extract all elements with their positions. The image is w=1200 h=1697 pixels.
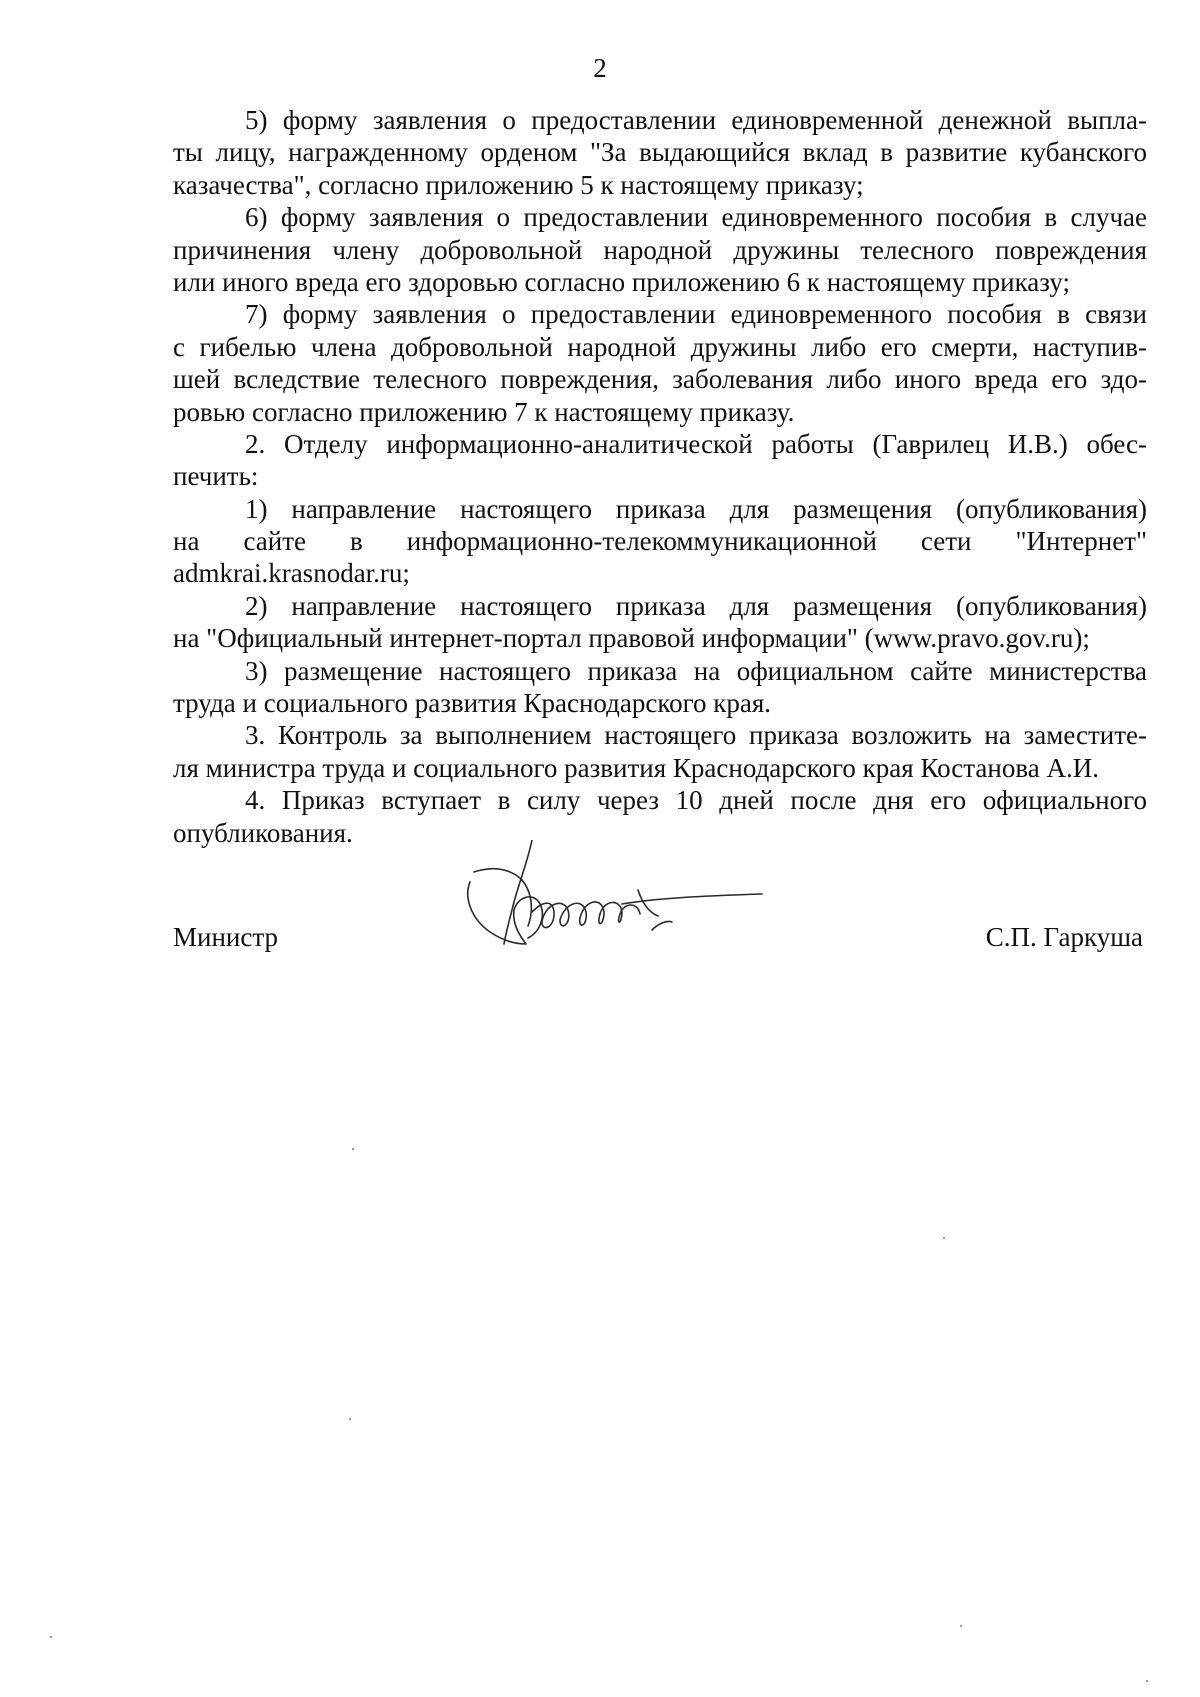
- signer-name: С.П. Гаркуша: [985, 922, 1143, 952]
- signer-title: Министр: [173, 922, 278, 952]
- text-line: 2. Отделу информационно-аналитической работы (Гаврилец И.В.) обес-: [245, 428, 1147, 459]
- text-line: опубликования.: [173, 817, 353, 848]
- text-line: казачества", согласно приложению 5 к настоящему приказу;: [173, 169, 864, 200]
- scan-speck: [349, 1418, 351, 1420]
- text-line: ля министра труда и социального развития Краснодарского края Костанова А.И.: [173, 752, 1099, 783]
- text-line: 7) форму заявления о предоставлении единовременного пособия в связи: [245, 299, 1147, 330]
- text-line: 5) форму заявления о предоставлении единовременной денежной выпла-: [245, 105, 1147, 135]
- paragraph-item-7: [173, 298, 1147, 428]
- scan-speck: [1146, 1680, 1148, 1682]
- text-line: 2) направление настоящего приказа для размещения (опубликования): [245, 590, 1147, 621]
- paragraph-section-3: [173, 719, 1147, 784]
- text-line: admkrai.krasnodar.ru;: [173, 558, 410, 589]
- text-line: шей вследствие телесного повреждения, заболевания либо иного вреда его здо-: [173, 364, 1147, 395]
- paragraph-subitem-2: [173, 590, 1147, 655]
- text-line: 1) направление настоящего приказа для размещения (опубликования): [245, 493, 1147, 524]
- signature-block: [173, 921, 1147, 961]
- text-line: 4. Приказ вступает в силу через 10 дней после дня его официального: [245, 785, 1147, 816]
- text-line: ровью согласно приложению 7 к настоящему приказу.: [173, 396, 795, 427]
- text-line: 3. Контроль за выполнением настоящего приказа возложить на заместите-: [245, 720, 1147, 751]
- page-number: 2: [593, 53, 607, 83]
- paragraph-subitem-1: [173, 493, 1147, 590]
- paragraph-section-2: [173, 428, 1147, 493]
- text-line: 3) размещение настоящего приказа на официальном сайте министерства: [245, 655, 1147, 686]
- paragraph-subitem-3: [173, 655, 1147, 720]
- scan-speck: [352, 1148, 354, 1150]
- text-line: 6) форму заявления о предоставлении единовременного пособия в случае: [245, 202, 1147, 233]
- text-line: с гибелью члена добровольной народной дружины либо его смерти, наступив-: [173, 331, 1147, 362]
- text-line: на "Официальный интернет-портал правовой информации" (www.pravo.gov.ru);: [173, 623, 1090, 654]
- text-line: или иного вреда его здоровью согласно приложению 6 к настоящему приказу;: [173, 266, 1071, 297]
- scan-speck: [960, 1625, 962, 1627]
- text-line: ты лицу, награжденному орденом "За выдающийся вклад в развитие кубанского: [173, 137, 1147, 168]
- text-line: труда и социального развития Краснодарского края.: [173, 688, 772, 719]
- paragraph-item-6: [173, 201, 1147, 298]
- scan-speck: [943, 1237, 945, 1239]
- text-line: на сайте в информационно-телекоммуникационной сети "Интернет": [173, 526, 1147, 557]
- document-body: [173, 104, 1147, 849]
- scan-speck: [50, 1636, 52, 1638]
- text-line: причинения члену добровольной народной дружины телесного повреждения: [173, 234, 1147, 265]
- paragraph-item-5: [173, 104, 1147, 201]
- text-line: печить:: [173, 461, 259, 492]
